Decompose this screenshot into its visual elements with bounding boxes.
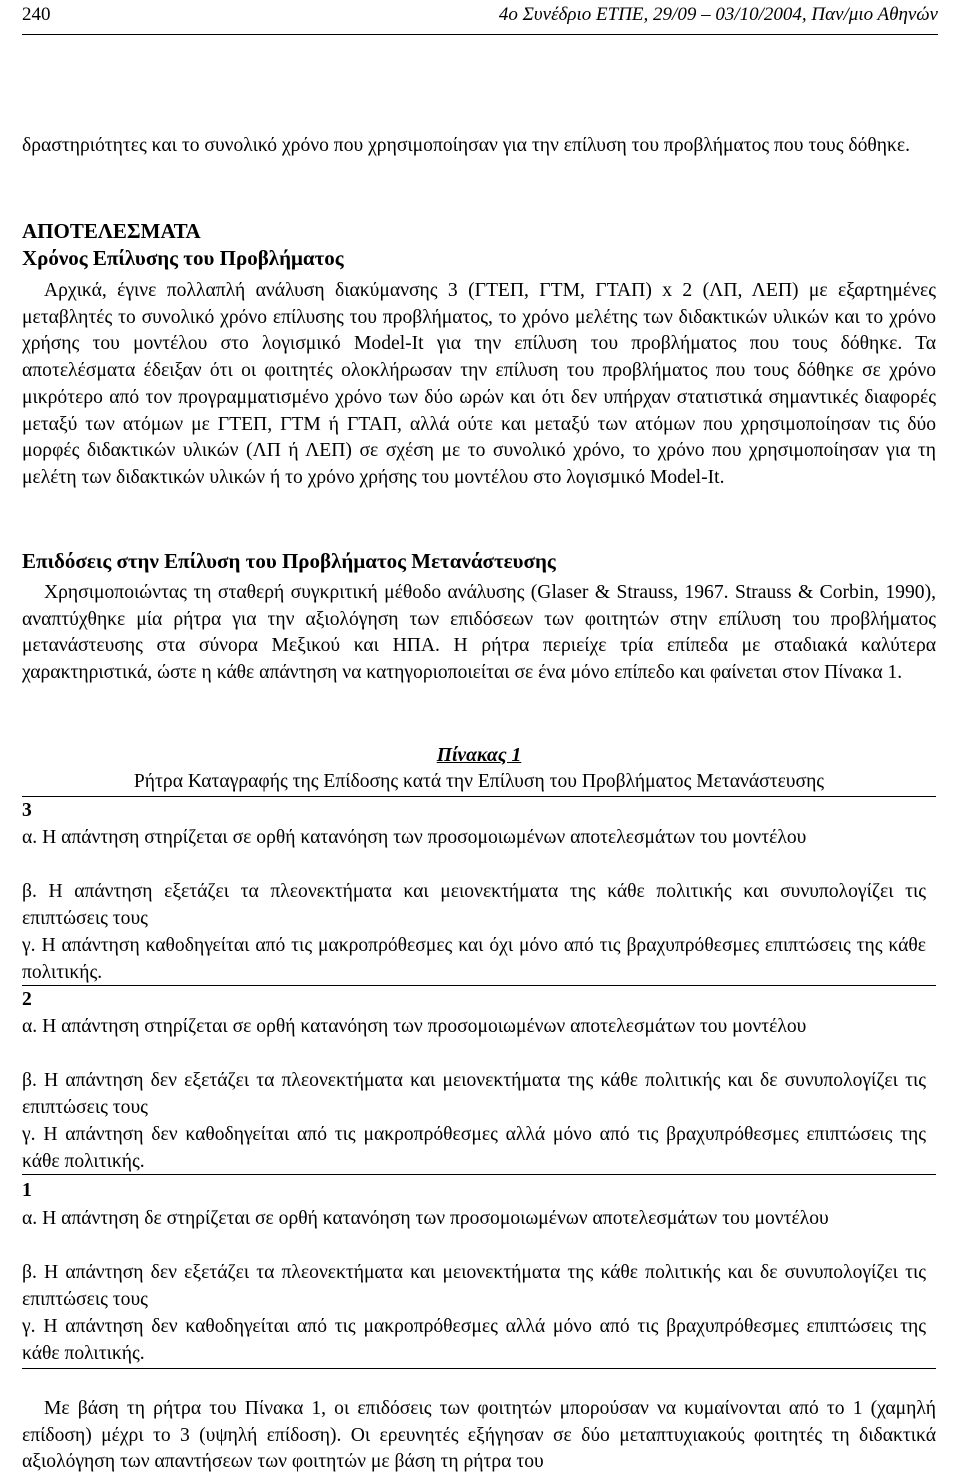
intro-paragraph: δραστηριότητες και το συνολικό χρόνο που χρησιμοποίησαν για την επίλυση του προβλήματος που τους δόθηκε. bbox=[22, 135, 911, 156]
table-item: β. Η απάντηση εξετάζει τα πλεονεκτήματα και μειονεκτήματα της κάθε πολιτικής και συνυπολογίζει τις επιπτώσεις τους bbox=[22, 881, 926, 929]
table-item: α. Η απάντηση στηρίζεται σε ορθή κατανόηση των προσομοιωμένων αποτελεσμάτων του μοντέλου bbox=[22, 1016, 807, 1037]
table-caption: Ρήτρα Καταγραφής της Επίδοσης κατά την Επίλυση του Προβλήματος Μετανάστευσης bbox=[133, 771, 825, 792]
table-rule bbox=[22, 1174, 936, 1175]
results-paragraph: Αρχικά, έγινε πολλαπλή ανάλυση διακύμανσης 3 (ΓΤΕΠ, ΓΤΜ, ΓΤΑΠ) x 2 (ΛΠ, ΛΕΠ) με εξαρτημένες μεταβλητές το συνολικό χρόνο επίλυσης του προβλήματος, το χρόνο μελέτης των διδακτικών υλικών και το χρόνο χρήσης του μοντέλου στο λογισμικό Model-It για την επίλυση του προβλήματος που τους δόθηκε. Τα αποτελέσματα έδειξαν ότι οι φοιτητές ολοκλήρωσαν την επίλυση του προβλήματος που τους δόθηκε σε χρόνο μικρότερο από τον προγραμματισμένο χρόνο των δύο ωρών και ότι δεν υπήρχαν στατιστικά σημαντικές διαφορές μεταξύ των ατόμων με ΓΤΕΠ, ΓΤΜ ή ΓΤΑΠ, αλλά ούτε και μεταξύ των ατόμων που χρησιμοποίησαν τις δύο μορφές διδακτικών υλικών (ΛΠ ή ΛΕΠ) σε σχέση με το συνολικό χρόνο, το χρόνο που χρησιμοποίησαν για τη μελέτη των διδακτικών υλικών ή το χρόνο χρήσης του μοντέλου στο λογισμικό Model-It. bbox=[22, 280, 936, 488]
table-title-text: Πίνακας 1 bbox=[436, 745, 522, 766]
level-label: 3 bbox=[22, 800, 32, 821]
table-top-rule bbox=[22, 796, 936, 797]
table-title bbox=[22, 743, 936, 769]
performance-paragraph: Χρησιμοποιώντας τη σταθερή συγκριτική μέθοδο ανάλυσης (Glaser & Strauss, 1967. Strauss & Corbin, 1990), αναπτύχθηκε μία ρήτρα για την αξιολόγηση των επιδόσεων των φοιτητών στην επίλυση του προβλήματος μετανάστευσης στα σύνορα Μεξικού και ΗΠΑ. Η ρήτρα περιείχε τρία επίπεδα με σταδιακά καλύτερα χαρακτηριστικά, ώστε η κάθε απάντηση να κατηγοριοποιείται σε ένα μόνο επίπεδο και φαίνεται στον Πίνακα 1. bbox=[22, 582, 936, 684]
table-item: α. Η απάντηση δε στηρίζεται σε ορθή κατανόηση των προσομοιωμένων αποτελεσμάτων του μοντέλου bbox=[22, 1208, 829, 1229]
table-item: γ. Η απάντηση καθοδηγείται από τις μακροπρόθεσμες και όχι μόνο από τις βραχυπρόθεσμες επιπτώσεις της κάθε πολιτικής. bbox=[22, 935, 926, 983]
conference-title: 4ο Συνέδριο ΕΤΠΕ, 29/09 – 03/10/2004, Παν/μιο Αθηνών bbox=[498, 4, 938, 25]
results-heading: ΑΠΟΤΕΛΕΣΜΑΤΑ bbox=[22, 219, 201, 243]
performance-heading: Επιδόσεις στην Επίλυση του Προβλήματος Μετανάστευσης bbox=[22, 549, 556, 573]
table-item: γ. Η απάντηση δεν καθοδηγείται από τις μακροπρόθεσμες αλλά μόνο από τις βραχυπρόθεσμες επιπτώσεις της κάθε πολιτικής. bbox=[22, 1124, 926, 1172]
level-label: 2 bbox=[22, 989, 32, 1010]
table-item: β. Η απάντηση δεν εξετάζει τα πλεονεκτήματα και μειονεκτήματα της κάθε πολιτικής και δε συνυπολογίζει τις επιπτώσεις τους bbox=[22, 1262, 926, 1310]
table-item: β. Η απάντηση δεν εξετάζει τα πλεονεκτήματα και μειονεκτήματα της κάθε πολιτικής και δε συνυπολογίζει τις επιπτώσεις τους bbox=[22, 1070, 926, 1118]
results-subheading: Χρόνος Επίλυσης του Προβλήματος bbox=[22, 246, 344, 270]
table-bottom-rule bbox=[22, 1368, 936, 1369]
running-header bbox=[22, 0, 938, 35]
page-number: 240 bbox=[22, 4, 51, 25]
closing-paragraph: Με βάση τη ρήτρα του Πίνακα 1, οι επιδόσεις των φοιτητών μπορούσαν να κυμαίνονται από το 1 (χαμηλή επίδοση) μέχρι το 3 (υψηλή επίδοση). Οι ερευνητές εξήγησαν σε δύο μεταπτυχιακούς φοιτητές τη διδακτικά αξιολόγηση των απαντήσεων των φοιτητών με βάση τη ρήτρα του bbox=[22, 1398, 936, 1473]
table-rule bbox=[22, 985, 936, 986]
table-item: γ. Η απάντηση δεν καθοδηγείται από τις μακροπρόθεσμες αλλά μόνο από τις βραχυπρόθεσμες επιπτώσεις της κάθε πολιτικής. bbox=[22, 1316, 926, 1364]
level-label: 1 bbox=[22, 1180, 32, 1201]
table-item: α. Η απάντηση στηρίζεται σε ορθή κατανόηση των προσομοιωμένων αποτελεσμάτων του μοντέλου bbox=[22, 827, 807, 848]
